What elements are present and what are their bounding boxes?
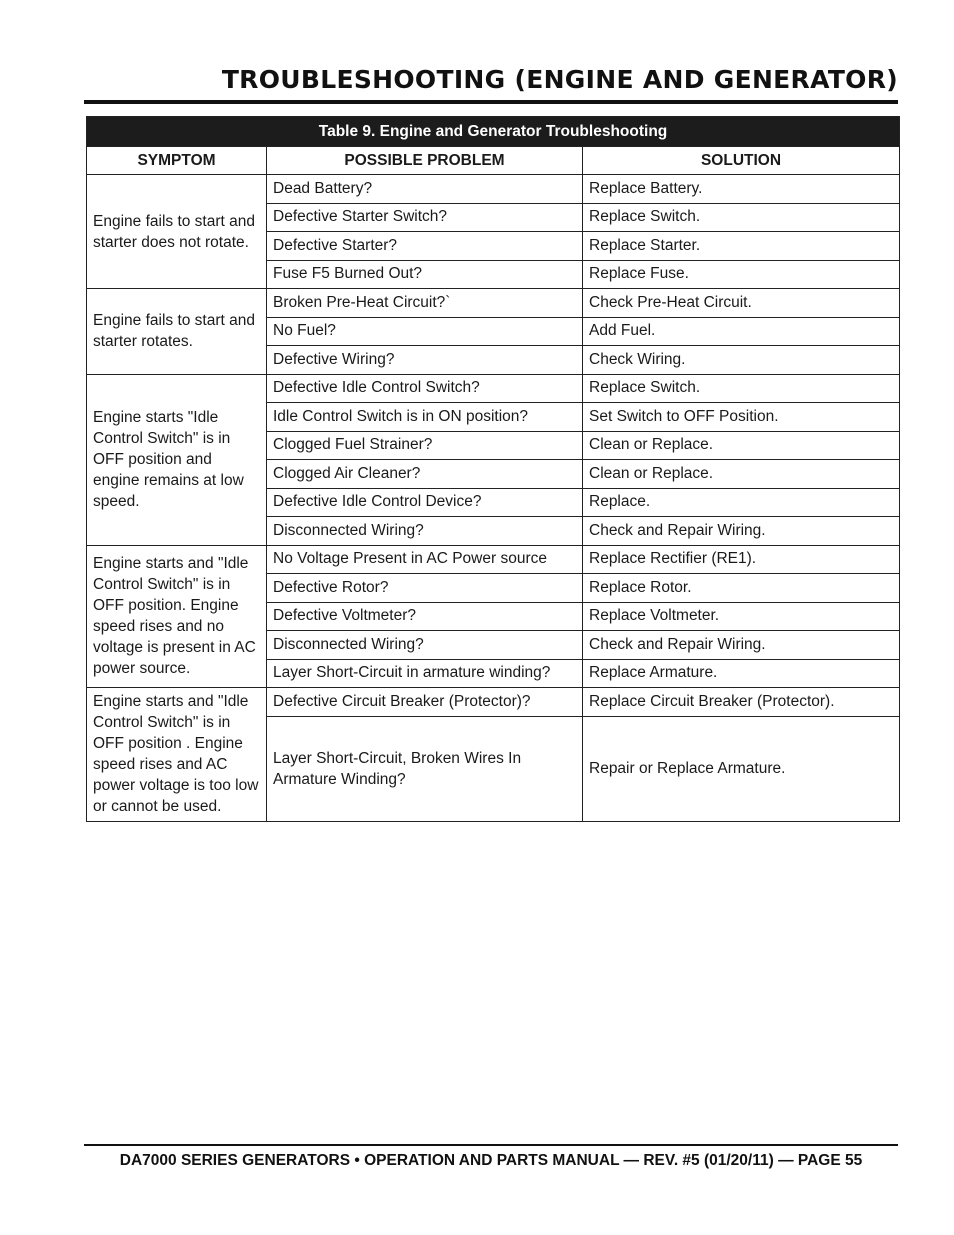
problem-cell: No Voltage Present in AC Power source <box>267 545 583 574</box>
problem-cell: Layer Short-Circuit in armature winding? <box>267 659 583 688</box>
problem-cell: Defective Voltmeter? <box>267 602 583 631</box>
table-row <box>87 545 900 574</box>
solution-cell: Replace Switch. <box>583 203 900 232</box>
solution-cell: Replace Starter. <box>583 232 900 261</box>
table-row <box>87 688 900 717</box>
solution-cell: Replace Rotor. <box>583 574 900 603</box>
problem-cell: Defective Idle Control Switch? <box>267 374 583 403</box>
problem-cell: Defective Starter? <box>267 232 583 261</box>
problem-cell: Defective Idle Control Device? <box>267 488 583 517</box>
symptom-cell: Engine starts "Idle Control Switch" is in OFF position and engine remains at low speed. <box>87 374 267 545</box>
solution-cell: Check Wiring. <box>583 346 900 375</box>
symptom-cell: Engine starts and "Idle Control Switch" is in OFF position. Engine speed rises and no voltage is present in AC power source. <box>87 545 267 688</box>
solution-cell: Replace Fuse. <box>583 260 900 289</box>
problem-cell: Clogged Air Cleaner? <box>267 460 583 489</box>
footer-rule <box>84 1144 898 1146</box>
solution-cell: Check and Repair Wiring. <box>583 631 900 660</box>
page-title: TROUBLESHOOTING (ENGINE AND GENERATOR) <box>221 65 898 94</box>
solution-cell: Replace. <box>583 488 900 517</box>
solution-cell: Replace Circuit Breaker (Protector). <box>583 688 900 717</box>
problem-cell: Layer Short-Circuit, Broken Wires In Armature Winding? <box>267 716 583 821</box>
problem-cell: No Fuel? <box>267 317 583 346</box>
problem-cell: Clogged Fuel Strainer? <box>267 431 583 460</box>
table-row <box>87 289 900 318</box>
problem-cell: Dead Battery? <box>267 175 583 204</box>
solution-cell: Repair or Replace Armature. <box>583 716 900 821</box>
solution-cell: Replace Battery. <box>583 175 900 204</box>
solution-cell: Replace Switch. <box>583 374 900 403</box>
header-symptom: SYMPTOM <box>87 147 267 175</box>
solution-cell: Check Pre-Heat Circuit. <box>583 289 900 318</box>
solution-cell: Clean or Replace. <box>583 431 900 460</box>
problem-cell: Defective Wiring? <box>267 346 583 375</box>
problem-cell: Disconnected Wiring? <box>267 517 583 546</box>
title-rule <box>84 100 898 104</box>
solution-cell: Replace Voltmeter. <box>583 602 900 631</box>
page-footer: DA7000 SERIES GENERATORS • OPERATION AND PARTS MANUAL — REV. #5 (01/20/11) — PAGE 55 <box>119 1152 863 1169</box>
table-caption-row <box>87 117 900 147</box>
solution-cell: Replace Armature. <box>583 659 900 688</box>
solution-cell: Check and Repair Wiring. <box>583 517 900 546</box>
table-row <box>87 175 900 204</box>
problem-cell: Defective Rotor? <box>267 574 583 603</box>
table-header-row <box>87 147 900 175</box>
problem-cell: Idle Control Switch is in ON position? <box>267 403 583 432</box>
solution-cell: Replace Rectifier (RE1). <box>583 545 900 574</box>
symptom-cell: Engine starts and "Idle Control Switch" is in OFF position . Engine speed rises and AC power voltage is too low or cannot be used. <box>87 688 267 822</box>
header-possible-problem: POSSIBLE PROBLEM <box>267 147 583 175</box>
symptom-cell: Engine fails to start and starter rotates. <box>87 289 267 375</box>
header-solution: SOLUTION <box>583 147 900 175</box>
problem-cell: Defective Circuit Breaker (Protector)? <box>267 688 583 717</box>
solution-cell: Clean or Replace. <box>583 460 900 489</box>
problem-cell: Fuse F5 Burned Out? <box>267 260 583 289</box>
problem-cell: Defective Starter Switch? <box>267 203 583 232</box>
solution-cell: Set Switch to OFF Position. <box>583 403 900 432</box>
problem-cell: Broken Pre-Heat Circuit?` <box>267 289 583 318</box>
table-row <box>87 374 900 403</box>
table-caption: Table 9. Engine and Generator Troubleshooting <box>87 117 900 147</box>
symptom-cell: Engine fails to start and starter does not rotate. <box>87 175 267 289</box>
problem-cell: Disconnected Wiring? <box>267 631 583 660</box>
solution-cell: Add Fuel. <box>583 317 900 346</box>
troubleshooting-table <box>86 116 900 822</box>
